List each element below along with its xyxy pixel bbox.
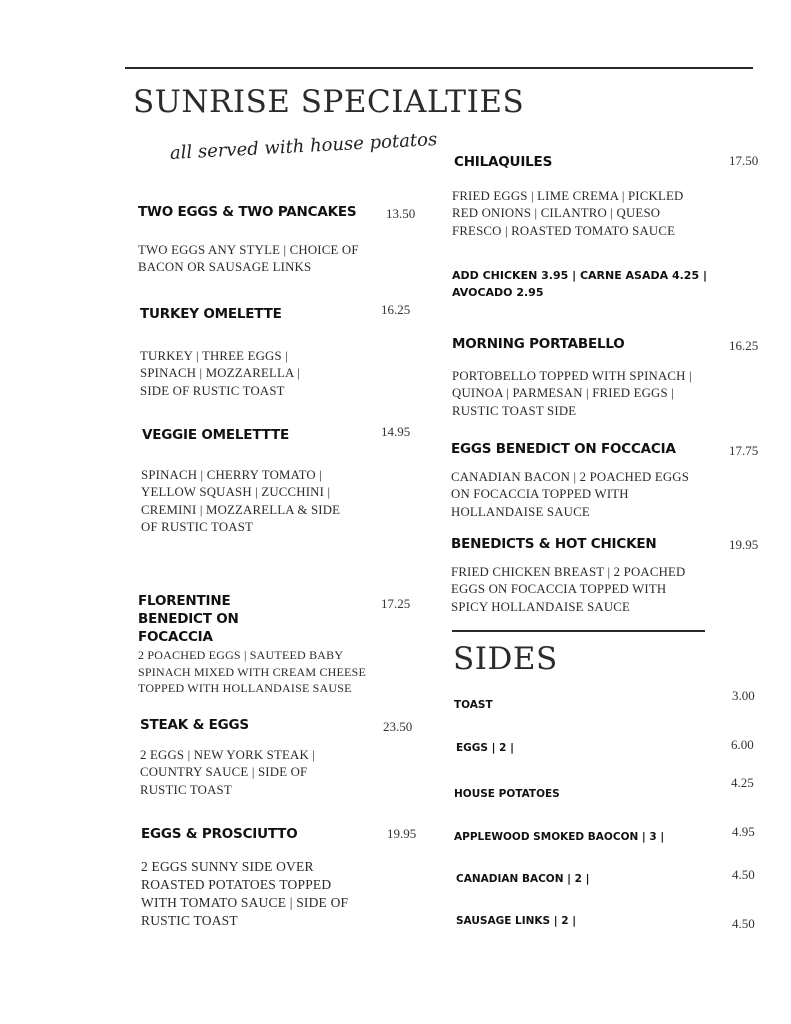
- side-name: SAUSAGE LINKS | 2 |: [456, 915, 577, 927]
- item-price: 13.50: [386, 206, 416, 221]
- side-price: 4.50: [732, 916, 755, 931]
- side-price: 3.00: [732, 688, 755, 703]
- side-name: HOUSE POTATOES: [454, 788, 560, 800]
- item-name: BENEDICTS & HOT CHICKEN: [451, 536, 657, 552]
- item-description: PORTOBELLO TOPPED WITH SPINACH | QUINOA | PARMESAN | FRIED EGGS | RUSTIC TOAST SIDE: [452, 369, 692, 418]
- item-name: EGGS BENEDICT ON FOCCACIA: [451, 441, 676, 457]
- item-name: TWO EGGS & TWO PANCAKES: [138, 204, 357, 220]
- item-description: 2 EGGS SUNNY SIDE OVER ROASTED POTATOES TOPPED WITH TOMATO SAUCE | SIDE OF RUSTIC TOAST: [141, 859, 349, 928]
- item-name: MORNING PORTABELLO: [452, 336, 625, 352]
- side-name: TOAST: [454, 699, 493, 711]
- side-name: CANADIAN BACON | 2 |: [456, 873, 590, 885]
- item-name: TURKEY OMELETTE: [140, 306, 282, 322]
- item-description: 2 EGGS | NEW YORK STEAK | COUNTRY SAUCE | SIDE OF RUSTIC TOAST: [140, 748, 316, 797]
- item-price: 16.25: [729, 338, 759, 353]
- item-price: 17.75: [729, 443, 759, 458]
- side-price: 4.95: [732, 824, 755, 839]
- item-description: FRIED CHICKEN BREAST | 2 POACHED EGGS ON FOCACCIA TOPPED WITH SPICY HOLLANDAISE SAUCE: [451, 565, 686, 614]
- sides-divider: [452, 630, 705, 632]
- item-price: 17.25: [381, 596, 411, 611]
- top-divider: [125, 67, 753, 69]
- item-price: 16.25: [381, 302, 411, 317]
- sides-title: SIDES: [453, 641, 558, 677]
- item-description: FRIED EGGS | LIME CREMA | PICKLED RED ONIONS | CILANTRO | QUESO FRESCO | ROASTED TOMATO SAUCE: [452, 189, 684, 238]
- item-name: STEAK & EGGS: [140, 717, 249, 733]
- item-name: CHILAQUILES: [454, 154, 553, 170]
- item-description: TWO EGGS ANY STYLE | CHOICE OF BACON OR SAUSAGE LINKS: [138, 243, 359, 275]
- side-name: EGGS | 2 |: [456, 742, 514, 754]
- item-price: 17.50: [729, 153, 759, 168]
- item-price: 23.50: [383, 719, 413, 734]
- side-name: APPLEWOOD SMOKED BAOCON | 3 |: [454, 831, 665, 843]
- side-price: 4.50: [732, 867, 755, 882]
- item-description: SPINACH | CHERRY TOMATO | YELLOW SQUASH | ZUCCHINI | CREMINI | MOZZARELLA & SIDE OF RUSTIC TOAST: [141, 468, 341, 534]
- item-price: 19.95: [387, 826, 417, 841]
- page-title: SUNRISE SPECIALTIES: [133, 84, 525, 120]
- item-name: VEGGIE OMELETTTE: [142, 427, 290, 443]
- item-description: CANADIAN BACON | 2 POACHED EGGS ON FOCACCIA TOPPED WITH HOLLANDAISE SAUCE: [451, 470, 690, 519]
- item-description: TURKEY | THREE EGGS | SPINACH | MOZZARELLA | SIDE OF RUSTIC TOAST: [140, 349, 300, 398]
- item-name: EGGS & PROSCIUTTO: [141, 826, 298, 842]
- subtitle-script: all served with house potatos: [169, 129, 438, 164]
- item-name: FLORENTINE BENEDICT ON FOCACCIA: [138, 593, 239, 645]
- side-price: 4.25: [731, 775, 754, 790]
- side-price: 6.00: [731, 737, 754, 752]
- item-addon: ADD CHICKEN 3.95 | CARNE ASADA 4.25 | AVOCADO 2.95: [452, 269, 707, 299]
- item-price: 19.95: [729, 537, 759, 552]
- item-description: 2 POACHED EGGS | SAUTEED BABY SPINACH MIXED WITH CREAM CHEESE TOPPED WITH HOLLANDAISE SAUSE: [138, 648, 366, 695]
- item-price: 14.95: [381, 424, 411, 439]
